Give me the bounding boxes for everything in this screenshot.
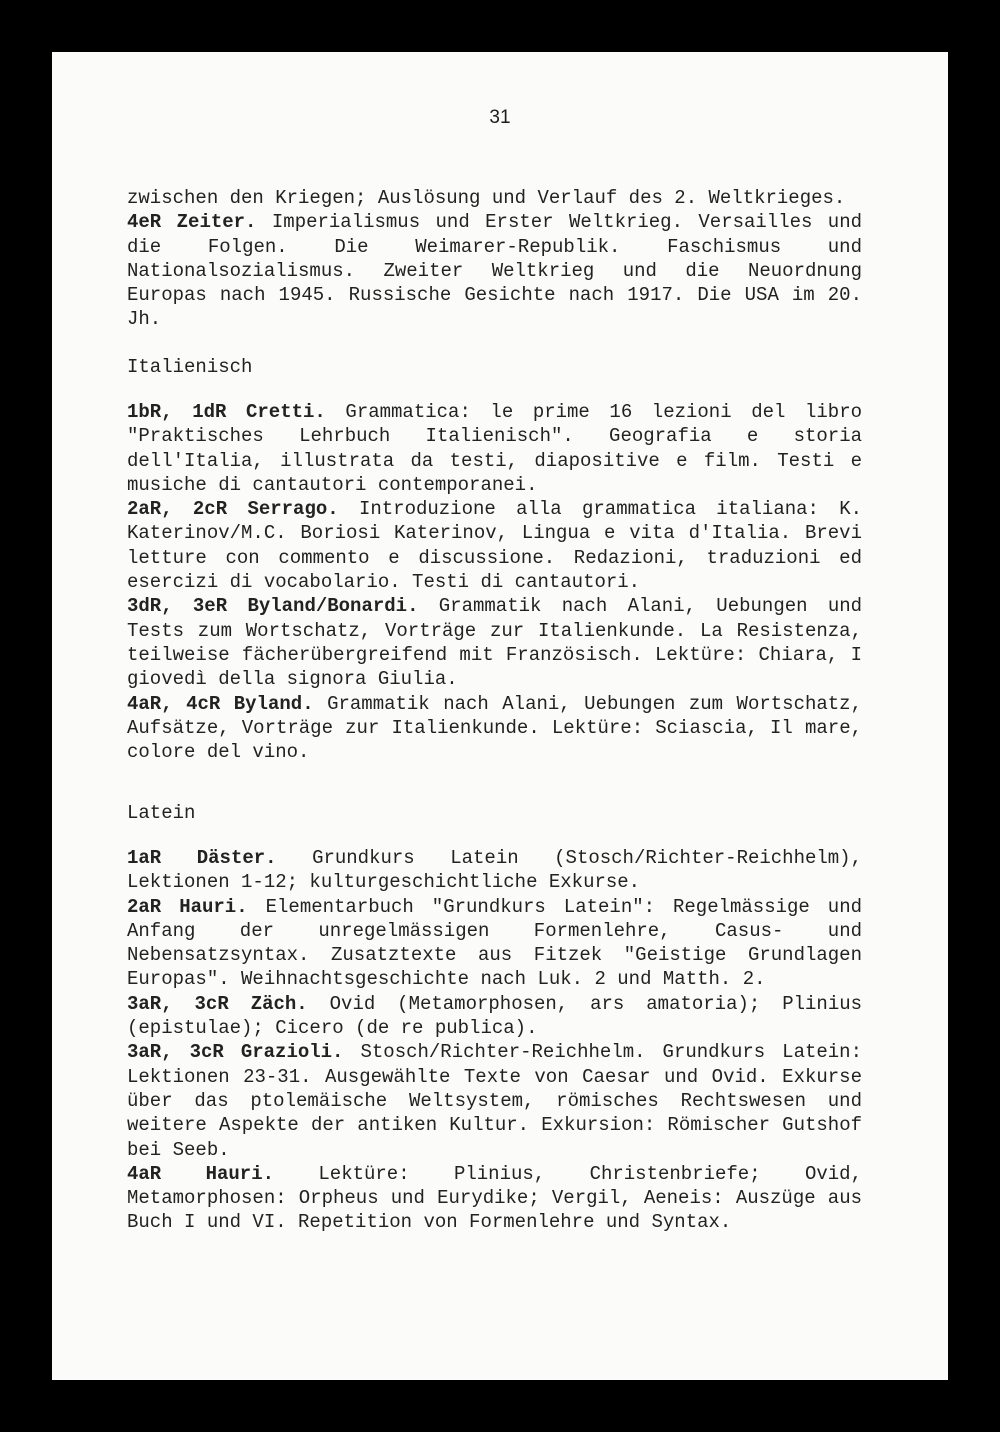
entry-classes: 4eR xyxy=(127,211,162,234)
entry-teacher: Grazioli. xyxy=(240,1041,344,1064)
entry-classes: 3dR, 3eR xyxy=(127,595,228,618)
course-entry xyxy=(127,895,862,992)
course-entry xyxy=(127,1040,862,1161)
entry-classes: 3aR, 3cR xyxy=(127,1041,224,1064)
intro-block xyxy=(127,186,862,332)
page-number: 31 xyxy=(489,107,511,128)
section-heading-latein: Latein xyxy=(127,802,196,824)
entry-teacher: Byland. xyxy=(233,692,314,715)
entry-classes: 2aR xyxy=(127,895,162,918)
entry-teacher: Serrago. xyxy=(247,498,339,521)
course-entry xyxy=(127,497,862,594)
entry-text: Grundkurs Latein (Stosch/Richter-Reichhelm), Lektionen 1-12; kulturgeschichtliche Exkurse. xyxy=(127,847,862,894)
course-entry xyxy=(127,1162,862,1235)
entry-classes: 1aR xyxy=(127,847,162,869)
course-entry xyxy=(127,594,862,691)
entry-teacher: Däster. xyxy=(196,847,277,869)
entry-text: Elementarbuch "Grundkurs Latein": Regelmässige und Anfang der unregelmässigen Formenlehre, Casus- und Nebensatzsyntax. Zusatztexte aus Fitzek "Geistige Grundlagen Europas". Weihnachtsgeschichte nach Luk. 2 und Matth. 2. xyxy=(127,895,863,991)
entry-classes: 4aR xyxy=(127,1162,162,1185)
entry-teacher: Byland/Bonardi. xyxy=(247,595,419,618)
course-entry xyxy=(127,210,862,331)
entry-text: Grammatik nach Alani, Uebungen zum Wortschatz, Aufsätze, Vorträge zur Italienkunde. Lektüre: Sciascia, Il mare, colore del vino. xyxy=(127,692,862,764)
entry-text: Ovid (Metamorphosen, ars amatoria); Plinius (epistulae); Cicero (de re publica). xyxy=(127,992,863,1040)
section-heading-italienisch: Italienisch xyxy=(127,356,253,378)
entry-text: Imperialismus und Erster Weltkrieg. Versailles und die Folgen. Die Weimarer-Republik. Faschismus und Nationalsozialismus. Zweiter Weltkrieg und die Neuordnung Europas nach 1945. Russische Gesichte nach 1917. Die USA im 20. Jh. xyxy=(127,211,863,331)
document-page xyxy=(52,52,948,1380)
entry-classes: 3aR, 3cR xyxy=(127,992,229,1015)
entry-classes: 1bR, 1dR xyxy=(127,401,227,423)
entry-teacher: Hauri. xyxy=(205,1162,275,1185)
entry-text: Introduzione alla grammatica italiana: K. Katerinov/M.C. Boriosi Katerinov, Lingua e vita d'Italia. Brevi letture con commento e discussione. Redazioni, traduzioni ed esercizi di vocabolario. Testi di cantautori. xyxy=(127,498,863,594)
entry-text: Stosch/Richter-Reichhelm. Grundkurs Latein: Lektionen 23-31. Ausgewählte Texte von Caesar und Ovid. Exkurse über das ptolemäische Weltsystem, römisches Rechtswesen und weitere Aspekte der antiken Kultur. Exkursion: Römischer Gutshof bei Seeb. xyxy=(127,1041,862,1161)
course-entry xyxy=(127,846,862,895)
entry-classes: 2aR, 2cR xyxy=(127,498,228,521)
course-entry xyxy=(127,992,862,1041)
entry-teacher: Zeiter. xyxy=(176,211,257,234)
section-latein xyxy=(127,846,862,1235)
entry-text: Grammatica: le prime 16 lezioni del libro "Praktisches Lehrbuch Italienisch". Geografia e storia dell'Italia, illustrata da testi, diapositive e film. Testi e musiche di cantautori contemporanei. xyxy=(127,401,863,496)
entry-classes: 4aR, 4cR xyxy=(127,692,221,715)
entry-teacher: Cretti. xyxy=(246,401,326,423)
entry-teacher: Zäch. xyxy=(250,992,308,1015)
entry-text: Grammatik nach Alani, Uebungen und Tests zum Wortschatz, Vorträge zur Italienkunde. La Resistenza, teilweise fächerübergreifend mit Französisch. Lektüre: Chiara, I giovedì della signora Giulia. xyxy=(127,595,863,691)
course-entry xyxy=(127,692,862,765)
entry-teacher: Hauri. xyxy=(179,895,248,918)
course-entry xyxy=(127,400,862,497)
section-italienisch xyxy=(127,400,862,764)
continuation-text: zwischen den Kriegen; Auslösung und Verlauf des 2. Weltkrieges. xyxy=(127,187,846,209)
entry-text: Lektüre: Plinius, Christenbriefe; Ovid, Metamorphosen: Orpheus und Eurydike; Vergil, Aeneis: Auszüge aus Buch I und VI. Repetition von Formenlehre und Syntax. xyxy=(127,1162,862,1234)
